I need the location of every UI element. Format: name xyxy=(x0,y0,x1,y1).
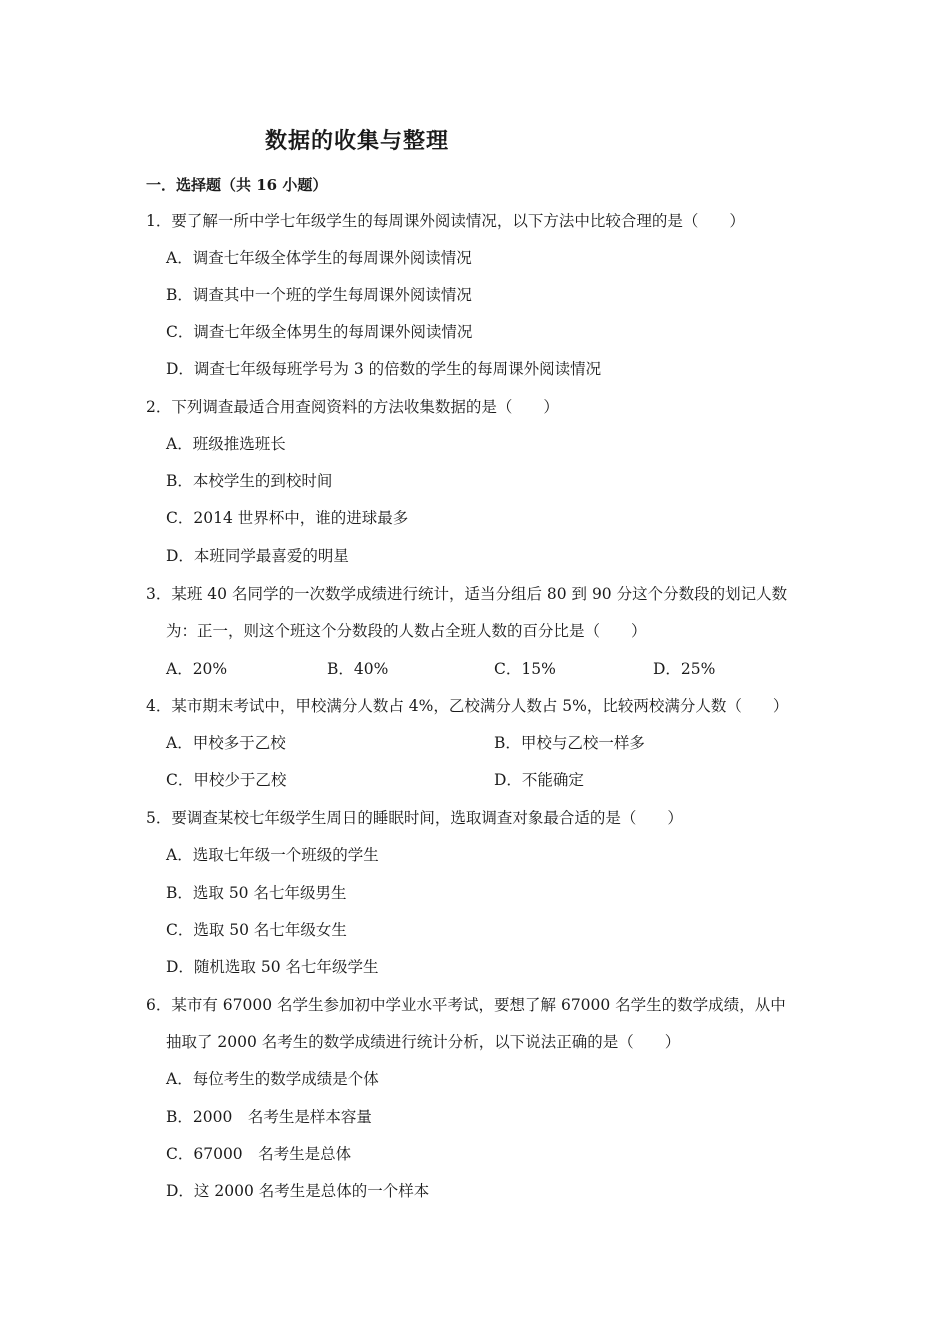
question-5-option-c: C．选取 50 名七年级女生 xyxy=(166,921,347,939)
question-4-option-d: D．不能确定 xyxy=(494,771,584,789)
section-heading: 一．选择题（共 16 小题） xyxy=(146,176,328,194)
question-3-stem-continued: 为：正一，则这个班这个分数段的人数占全班人数的百分比是（ ） xyxy=(166,622,647,640)
question-1-option-c: C．调查七年级全体男生的每周课外阅读情况 xyxy=(166,323,473,341)
question-6-stem-continued: 抽取了 2000 名考生的数学成绩进行统计分析，以下说法正确的是（ ） xyxy=(166,1033,681,1051)
question-2-option-d: D．本班同学最喜爱的明星 xyxy=(166,547,349,565)
question-3-option-a: A．20% xyxy=(166,660,228,678)
question-2-option-b: B．本校学生的到校时间 xyxy=(166,472,333,490)
question-2-stem: 2．下列调查最适合用查阅资料的方法收集数据的是（ ） xyxy=(146,398,559,416)
question-3-option-c: C．15% xyxy=(494,660,556,678)
question-2-option-a: A．班级推选班长 xyxy=(166,435,286,453)
question-3-option-d: D．25% xyxy=(653,660,716,678)
doc-title: 数据的收集与整理 xyxy=(265,128,450,154)
question-4-option-b: B．甲校与乙校一样多 xyxy=(494,734,645,752)
question-5-stem: 5．要调查某校七年级学生周日的睡眠时间，选取调查对象最合适的是（ ） xyxy=(146,809,683,827)
question-6-stem: 6．某市有 67000 名学生参加初中学业水平考试，要想了解 67000 名学生的数学成绩，从中 xyxy=(146,996,786,1014)
question-6-option-c: C．67000 名考生是总体 xyxy=(166,1145,352,1163)
question-4-stem: 4．某市期末考试中，甲校满分人数占 4%，乙校满分人数占 5%，比较两校满分人数（ ） xyxy=(146,697,789,715)
question-4-option-a: A．甲校多于乙校 xyxy=(166,734,286,752)
question-6-option-b: B．2000 名考生是样本容量 xyxy=(166,1108,372,1126)
question-6-option-d: D．这 2000 名考生是总体的一个样本 xyxy=(166,1182,430,1200)
question-5-option-a: A．选取七年级一个班级的学生 xyxy=(166,846,379,864)
question-6-option-a: A．每位考生的数学成绩是个体 xyxy=(166,1070,379,1088)
question-3-stem: 3．某班 40 名同学的一次数学成绩进行统计，适当分组后 80 到 90 分这个分数段的划记人数 xyxy=(146,585,788,603)
question-2-option-c: C．2014 世界杯中，谁的进球最多 xyxy=(166,509,409,527)
question-1-option-d: D．调查七年级每班学号为 3 的倍数的学生的每周课外阅读情况 xyxy=(166,360,602,378)
question-1-stem: 1．要了解一所中学七年级学生的每周课外阅读情况，以下方法中比较合理的是（ ） xyxy=(146,212,745,230)
question-1-option-b: B．调查其中一个班的学生每周课外阅读情况 xyxy=(166,286,472,304)
question-4-option-c: C．甲校少于乙校 xyxy=(166,771,287,789)
question-3-option-b: B．40% xyxy=(327,660,389,678)
question-1-option-a: A．调查七年级全体学生的每周课外阅读情况 xyxy=(166,249,472,267)
question-5-option-d: D．随机选取 50 名七年级学生 xyxy=(166,958,379,976)
question-5-option-b: B．选取 50 名七年级男生 xyxy=(166,884,347,902)
